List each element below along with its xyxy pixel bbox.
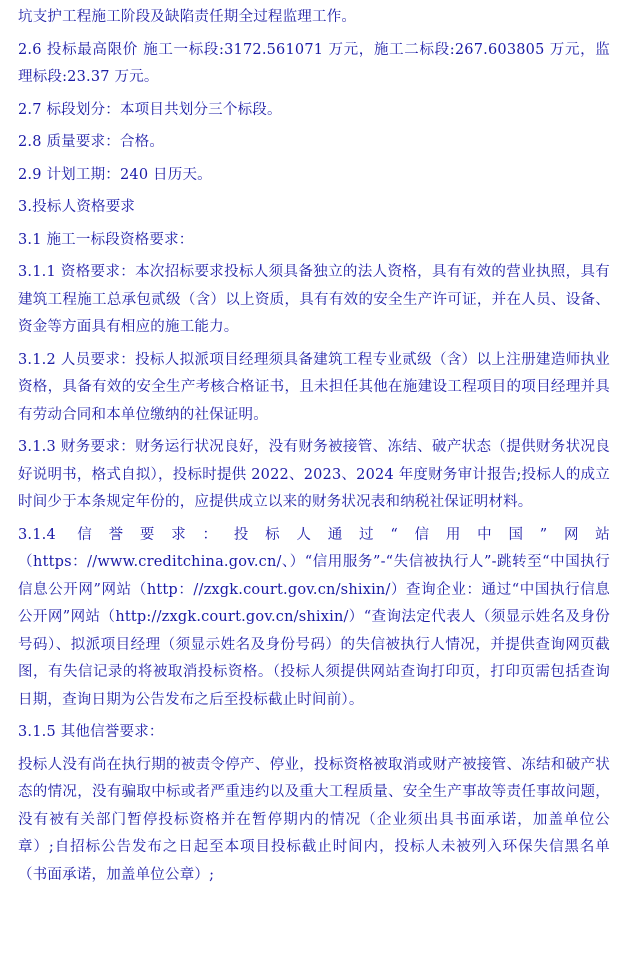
paragraph-3-1-2-personnel: 3.1.2 人员要求：投标人拟派项目经理须具备建筑工程专业贰级（含）以上注册建造师执业资格，具备有效的安全生产考核合格证书，且未担任其他在施建设工程项目的项目经理并具有劳动合同和本单位缴纳的社保证明。 bbox=[18, 351, 610, 423]
paragraph-2-7-sections: 2.7 标段划分：本项目共划分三个标段。 bbox=[18, 101, 282, 118]
paragraph-2-6-price-limit: 2.6 投标最高限价 施工一标段:3172.561071 万元，施工二标段:267.603805 万元，监理标段:23.37 万元。 bbox=[18, 41, 610, 85]
paragraph-3-1-5-other-credit: 投标人没有尚在执行期的被责令停产、停业，投标资格被取消或财产被接管、冻结和破产状态的情况，没有骗取中标或者严重违约以及重大工程质量、安全生产事故等责任事故问题，没有被有关部门暂停投标资格并在暂停期内的情况（企业须出具书面承诺，加盖单位公章）;自招标公告发布之日起至本项目投标截止时间内，投标人未被列入环保失信黑名单（书面承诺，加盖单位公章）; bbox=[18, 756, 610, 883]
document-page bbox=[18, 4, 610, 889]
section-3-1-5-heading: 3.1.5 其他信誉要求： bbox=[18, 724, 164, 740]
paragraph-2-9-schedule: 2.9 计划工期：240 日历天。 bbox=[18, 166, 212, 183]
section-3-heading: 3.投标人资格要求 bbox=[18, 199, 136, 215]
paragraph-2-8-quality: 2.8 质量要求：合格。 bbox=[18, 134, 165, 150]
section-3-1-heading: 3.1 施工一标段资格要求： bbox=[18, 231, 194, 248]
paragraph-continuation: 坑支护工程施工阶段及缺陷责任期全过程监理工作。 bbox=[18, 9, 357, 25]
paragraph-3-1-3-finance: 3.1.3 财务要求：财务运行状况良好，没有财务被接管、冻结、破产状态（提供财务状况良好说明书，格式自拟），投标时提供 2022、2023、2024 年度财务审计报告;投标人的成立时间少于本条规定年份的，应提供成立以来的财务状况表和纳税社保证明材料。 bbox=[18, 439, 610, 510]
paragraph-3-1-1-qualification: 3.1.1 资格要求：本次招标要求投标人须具备独立的法人资格，具有有效的营业执照，具有建筑工程施工总承包贰级（含）以上资质，具有有效的安全生产许可证，并在人员、设备、资金等方面具有相应的施工能力。 bbox=[18, 264, 610, 335]
paragraph-3-1-4-credit: 3.1.4 信誉要求：投标人通过“信用中国”网站（https：//www.creditchina.gov.cn/、）“信用服务”-“失信被执行人”-跳转至“中国执行信息公开网”网站（http：//zxgk.court.gov.cn/shixin/）查询企业：通过“中国执行信息公开网”网站（http://zxgk.court.gov.cn/shixin/）“查询法定代表人（须显示姓名及身份号码）、拟派项目经理（须显示姓名及身份号码）的失信被执行人情况，并提供查询网页截图，有失信记录的将被取消投标资格。（投标人须提供网站查询打印页，打印页需包括查询日期，查询日期为公告发布之后至投标截止时间前）。 bbox=[18, 526, 610, 708]
